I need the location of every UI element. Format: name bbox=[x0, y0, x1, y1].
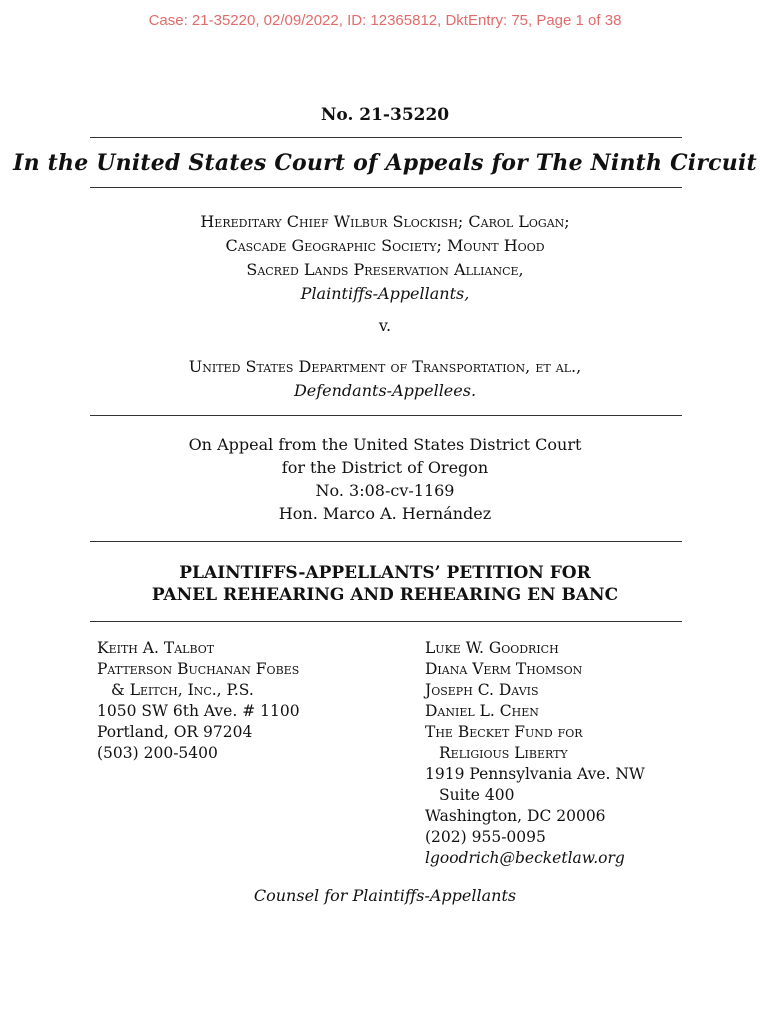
appeal-line: for the District of Oregon bbox=[281, 458, 489, 477]
petition-line: PANEL REHEARING AND REHEARING EN BANC bbox=[151, 585, 619, 605]
counsel-for: Counsel for Plaintiffs-Appellants bbox=[253, 886, 517, 905]
defendants-role: Defendants-Appellees. bbox=[293, 381, 477, 400]
counsel-name: Diana Verm Thomson bbox=[425, 660, 583, 678]
plaintiffs-line: Cascade Geographic Society; Mount Hood bbox=[225, 236, 545, 255]
email-link[interactable]: lgoodrich@becketlaw.org bbox=[425, 849, 625, 867]
firm-name: The Becket Fund for bbox=[425, 723, 583, 741]
counsel-name: Luke W. Goodrich bbox=[425, 639, 559, 657]
counsel-name: Joseph C. Davis bbox=[425, 681, 539, 699]
defendants-line: United States Department of Transportation, et al., bbox=[188, 357, 582, 376]
divider bbox=[90, 621, 682, 622]
divider bbox=[90, 541, 682, 542]
address: Washington, DC 20006 bbox=[425, 807, 606, 825]
divider bbox=[90, 187, 682, 188]
left-counsel bbox=[97, 638, 397, 764]
appeal-line: On Appeal from the United States District Court bbox=[188, 435, 582, 454]
divider bbox=[90, 137, 682, 138]
petition-line: PLAINTIFFS-APPELLANTS’ PETITION FOR bbox=[179, 563, 591, 583]
appeal-block bbox=[0, 433, 770, 525]
versus: v. bbox=[378, 316, 392, 335]
plaintiffs-role: Plaintiffs-Appellants, bbox=[300, 284, 470, 303]
docket-number: No. 21-35220 bbox=[320, 105, 450, 125]
petition-title bbox=[0, 562, 770, 606]
right-counsel bbox=[425, 638, 725, 869]
phone: (503) 200-5400 bbox=[97, 744, 218, 762]
divider bbox=[90, 415, 682, 416]
case-header: Case: 21-35220, 02/09/2022, ID: 12365812, DktEntry: 75, Page 1 of 38 bbox=[148, 12, 622, 29]
firm-name: Religious Liberty bbox=[439, 744, 568, 762]
appeal-line: No. 3:08-cv-1169 bbox=[315, 481, 455, 500]
firm-name: Patterson Buchanan Fobes bbox=[97, 660, 300, 678]
phone: (202) 955-0095 bbox=[425, 828, 546, 846]
address: Portland, OR 97204 bbox=[97, 723, 253, 741]
counsel-name: Daniel L. Chen bbox=[425, 702, 539, 720]
plaintiffs-block bbox=[0, 210, 770, 306]
address: 1919 Pennsylvania Ave. NW bbox=[425, 765, 645, 783]
counsel-name: Keith A. Talbot bbox=[97, 639, 215, 657]
defendants-block bbox=[0, 355, 770, 403]
plaintiffs-line: Hereditary Chief Wilbur Slockish; Carol Logan; bbox=[200, 212, 570, 231]
plaintiffs-line: Sacred Lands Preservation Alliance, bbox=[246, 260, 524, 279]
appeal-line: Hon. Marco A. Hernández bbox=[278, 504, 492, 523]
address: Suite 400 bbox=[439, 786, 515, 804]
firm-name: & Leitch, Inc., P.S. bbox=[111, 681, 254, 699]
court-title: In the United States Court of Appeals for The Ninth Circuit bbox=[13, 150, 757, 176]
address: 1050 SW 6th Ave. # 1100 bbox=[97, 702, 300, 720]
